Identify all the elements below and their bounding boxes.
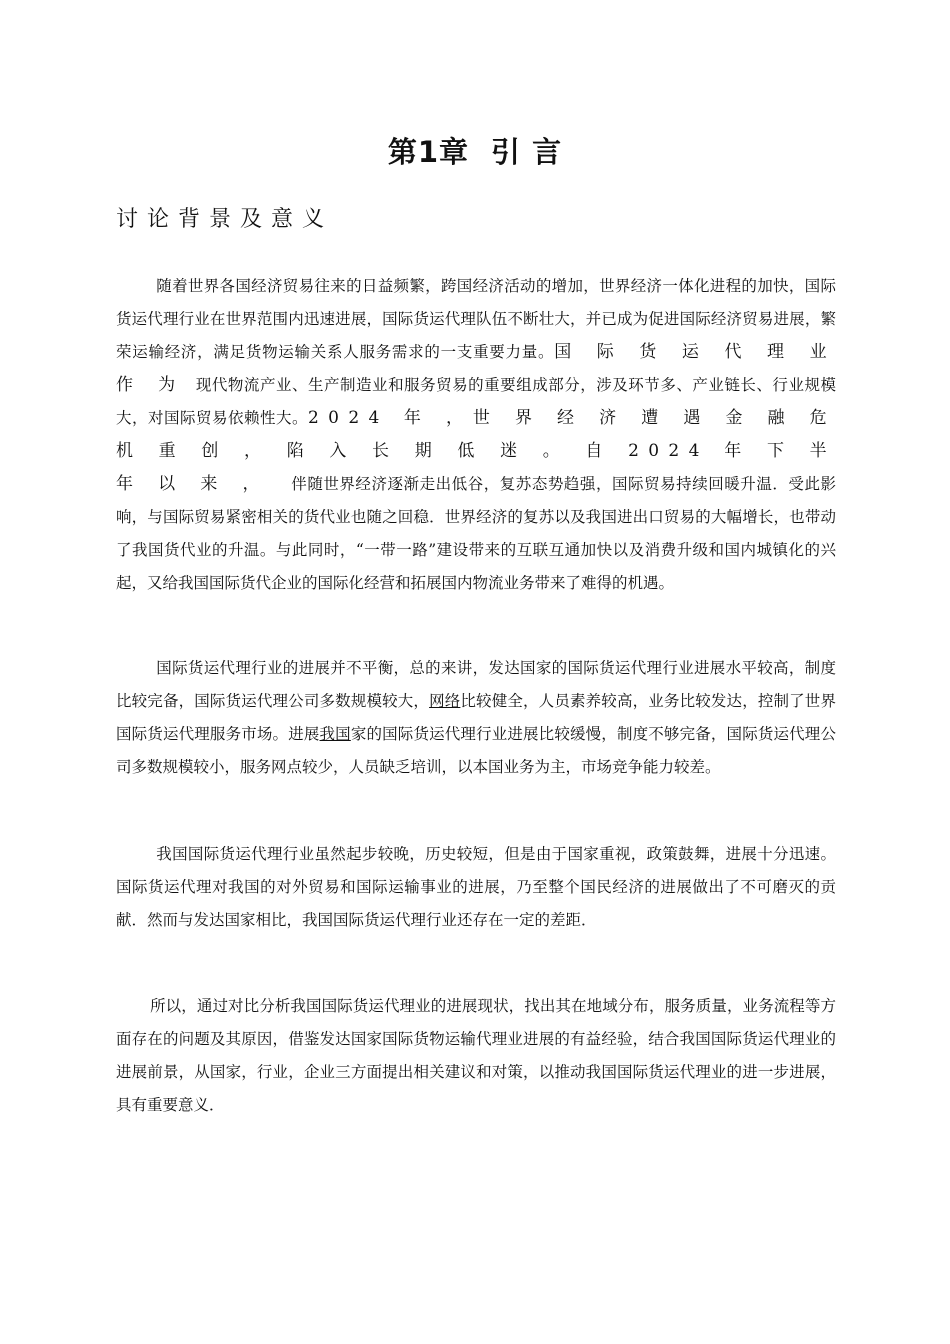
paragraph-text-spaced: 国 际 货 运 代 理 业 作 为 [116,342,836,395]
paragraph-text-spaced: 2024 年 ，世 界 经 济 遭 遇 金 融 危 机 重 创 ， 陷 入 长 期 低 迷 。 自 2024 年 下 半 年 以 来 ， [116,408,836,494]
paragraph-text: 家的国际货运代理行业进展比较缓慢，制度不够完备，国际货运代理公司多数规模较小，服务网点较少，人员缺乏培训，以本国业务为主，市场竞争能力较差。 [116,725,836,776]
paragraph-text: 国际货运代理行业的进展并不平衡，总的来讲，发达国家的国际货运代理行业进展水平较高，制度比较完备，国际货运代理公司多数规模较大， [116,659,836,710]
paragraph-text: 我国国际货运代理行业虽然起步较晚，历史较短，但是由于国家重视，政策鼓舞，进展十分迅速。国际货运代理对我国的对外贸易和国际运输事业的进展，乃至整个国民经济的进展做出了不可磨灭的贡献．然而与发达国家相比，我国国际货运代理行业还存在一定的差距． [116,845,836,929]
paragraph-text: 比较健全，人员素养较高，业务比较发达，控制了世界国际货运代理服务市场。进展 [116,692,836,743]
paragraph-text: 现代物流产业、生产制造业和服务贸易的重要组成部分，涉及环节多、产业链长、行业规模大，对国际贸易依赖性大。 [116,376,836,427]
paragraph-text: 随着世界各国经济贸易往来的日益频繁，跨国经济活动的增加，世界经济一体化进程的加快，国际货运代理行业在世界范围内迅速进展，国际货运代理队伍不断壮大，并已成为促进国际经济贸易进展，繁荣运输经济，满足货物运输关系人服务需求的一支重要力量。 [116,277,836,361]
chapter-name: 引 言 [491,135,563,169]
link-our-country[interactable]: 我国 [319,725,351,743]
paragraph-background [116,270,836,600]
paragraph-text: 伴随世界经济逐渐走出低谷，复苏态势趋强，国际贸易持续回暖升温．受此影响，与国际贸易紧密相关的货代业也随之回稳．世界经济的复苏以及我国进出口贸易的大幅增长，也带动了我国货代业的升温。与此同时，“一带一路”建设带来的互联互通加快以及消费升级和国内城镇化的兴起，又给我国国际货代企业的国际化经营和拓展国内物流业务带来了难得的机遇。 [116,475,836,592]
paragraph-development-imbalance [116,652,836,784]
paragraph-significance [116,990,836,1122]
paragraph-text: 所以，通过对比分析我国国际货运代理业的进展现状，找出其在地域分布，服务质量，业务流程等方面存在的问题及其原因，借鉴发达国家国际货物运输代理业进展的有益经验，结合我国国际货运代理业的进展前景，从国家，行业，企业三方面提出相关建议和对策，以推动我国国际货运代理业的进一步进展，具有重要意义． [116,997,836,1114]
link-network[interactable]: 网络 [429,692,461,710]
chapter-number: 第1章 [387,135,470,169]
chapter-title [0,130,950,171]
paragraph-china-development [116,838,836,937]
section-heading: 讨论背景及意义 [116,207,334,232]
